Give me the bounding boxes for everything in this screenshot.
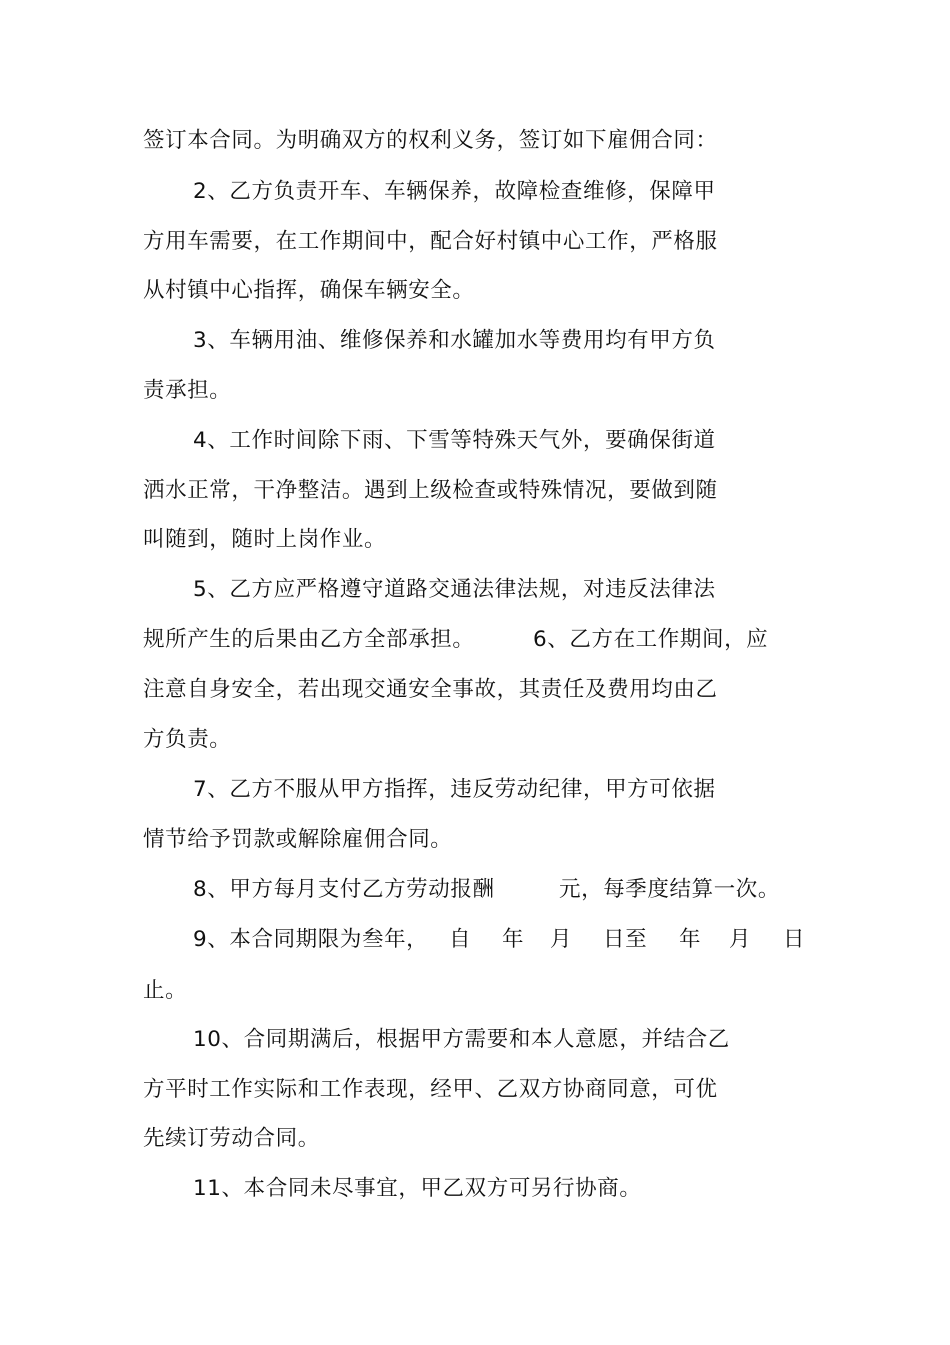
clause-10-line-2: 方平时工作实际和工作表现，经甲、乙双方协商同意，可优 <box>143 1077 718 1102</box>
clause-6-line-3: 方负责。 <box>143 727 232 752</box>
clause-9-month-2: 月 <box>729 927 752 952</box>
clause-9-day-2: 日 <box>783 927 806 952</box>
paragraph-1-line-1: 签订本合同。为明确双方的权利义务，签订如下雇佣合同： <box>143 128 718 153</box>
clause-11-line-1: 11、本合同未尽事宜，甲乙双方可另行协商。 <box>193 1176 642 1201</box>
clause-3-line-2: 责承担。 <box>143 378 232 403</box>
clause-2-line-3: 从村镇中心指挥，确保车辆安全。 <box>143 278 475 303</box>
clause-9-term: 9、本合同期限为叁年， <box>193 927 429 952</box>
clause-6-line-2: 注意自身安全，若出现交通安全事故，其责任及费用均由乙 <box>143 677 718 702</box>
clause-5-line-2: 规所产生的后果由乙方全部承担。 <box>143 627 475 652</box>
clause-4-line-2: 洒水正常，干净整洁。遇到上级检查或特殊情况，要做到随 <box>143 478 718 503</box>
clause-7-line-2: 情节给予罚款或解除雇佣合同。 <box>143 827 453 852</box>
clause-8-part-2: 元，每季度结算一次。 <box>559 877 781 902</box>
clause-9-day-to: 日至 <box>603 927 648 952</box>
clause-10-line-3: 先续订劳动合同。 <box>143 1126 320 1151</box>
clause-9-year-2: 年 <box>679 927 702 952</box>
clause-2-line-2: 方用车需要，在工作期间中，配合好村镇中心工作，严格服 <box>143 229 718 254</box>
clause-9-month-1: 月 <box>550 927 573 952</box>
clause-9-from: 自 <box>449 927 472 952</box>
clause-4-line-3: 叫随到，随时上岗作业。 <box>143 527 387 552</box>
clause-7-line-1: 7、乙方不服从甲方指挥，违反劳动纪律，甲方可依据 <box>193 777 716 802</box>
clause-5-line-1: 5、乙方应严格遵守道路交通法律法规，对违反法律法 <box>193 577 716 602</box>
clause-10-line-1: 10、合同期满后，根据甲方需要和本人意愿，并结合乙 <box>193 1027 730 1052</box>
clause-4-line-1: 4、工作时间除下雨、下雪等特殊天气外，要确保街道 <box>193 428 716 453</box>
clause-2-line-1: 2、乙方负责开车、车辆保养，故障检查维修，保障甲 <box>193 179 716 204</box>
clause-3-line-1: 3、车辆用油、维修保养和水罐加水等费用均有甲方负 <box>193 328 716 353</box>
clause-8-part-1: 8、甲方每月支付乙方劳动报酬 <box>193 877 495 902</box>
clause-9-line-2: 止。 <box>143 978 188 1003</box>
clause-9-year-1: 年 <box>502 927 525 952</box>
clause-6-line-1: 6、乙方在工作期间，应 <box>533 627 769 652</box>
